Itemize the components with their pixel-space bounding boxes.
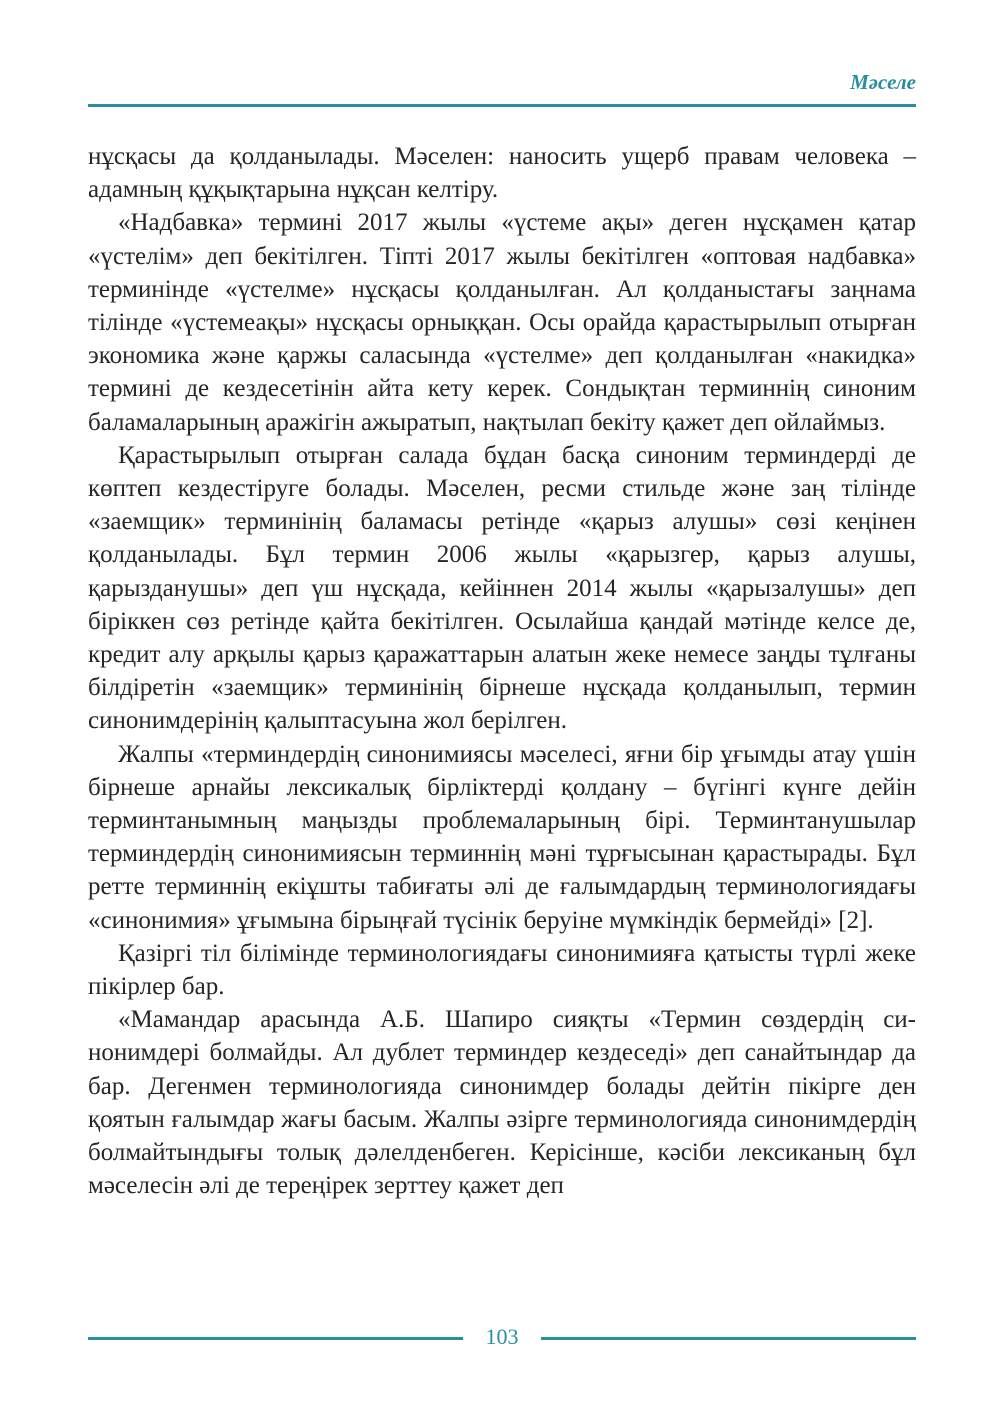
body-text [88, 140, 916, 1203]
paragraph-continuation: нұсқасы да қолданылады. Мәселен: наносить ущерб правам человека – адамның құқықтарына нұқсан келтіру. [88, 143, 916, 204]
paragraph: «Надбавка» термині 2017 жылы «үстеме ақы» деген нұсқамен қатар «үстелім» деп бекітілген. Тіпті 2017 жылы бекітілген «оптовая надбавка» терминінде «үстелме» нұсқасы қолданылған. Ал қолданыстағы заңнама тілінде «үстемеақы» нұсқасы орныққан. Осы орайда қарастырылып отырған экономика және қаржы саласында «үстелме» деп қолданылған «накидка» термині де кездесетінін айта кету керек. Сондықтан терминнің синоним баламаларының аражігін ажыратып, нақтылап бекіту қажет деп ойлаймыз. [88, 209, 916, 436]
running-header-title: Мәселе [850, 70, 916, 94]
paragraph: Қарастырылып отырған салада бұдан басқа синоним терминдерді де көптеп кездестіруге болады. Мәселен, ресми стильде және заң тілінде «заемщик» терминінің баламасы ретінде «қарыз алушы» сөзі кеңінен қолданылады. Бұл термин 2006 жылы «қарызгер, қарыз алушы, қарызданушы» деп үш нұсқада, кейіннен 2014 жылы «қарызалушы» деп біріккен сөз ретінде қайта бекітілген. Осылайша қандай мәтінде келсе де, кредит алу арқылы қарыз қаражаттарын алатын жеке немесе заңды тұлғаны білдіретін «заемщик» терминінің бірнеше нұсқада қолданылып, термин синонимдерінің қалыптасуына жол берілген. [88, 441, 916, 735]
paragraph: Қазіргі тіл білімінде терминологиядағы синонимияға қатысты түрлі жеке пікірлер бар. [88, 939, 916, 1001]
header-rule [88, 104, 916, 107]
paragraph: Жалпы «терминдердің синонимиясы мәселесі, яғни бір ұғымды атау үшін бірнеше арнайы лексикалық бірліктерді қолдану – бүгінгі күнге дейін терминтанымның маңызды проблемаларының бірі. Терминтанушылар терминдердің синонимиясын терминнің мәні тұрғысынан қарастырады. Бұл ретте терминнің екіұшты табиғаты әлі де ғалымдардың терминологиядағы «синонимия» ұғымына бірыңғай түсінік беруіне мүмкіндік бермейді» [2]. [88, 740, 916, 934]
footer-rule-right [541, 1337, 916, 1340]
paragraph: «Мамандар арасында А.Б. Шапиро сияқты «Термин сөздердің синонимдері болмайды. Ал дублет терминдер кездеседі» деп санайтындар да бар. Дегенмен терминологияда синонимдер болады дейтін пікірге ден қоятын ғалымдар жағы басым. Жалпы әзірге терминологияда синонимдердің болмайтындығы толық дәлелденбеген. Керісінше, кәсіби лексиканың бұл мәселесін әлі де тереңірек зерттеу қажет деп [88, 1006, 916, 1200]
footer-rule-left [88, 1337, 463, 1340]
page-number: 103 [485, 1324, 519, 1349]
